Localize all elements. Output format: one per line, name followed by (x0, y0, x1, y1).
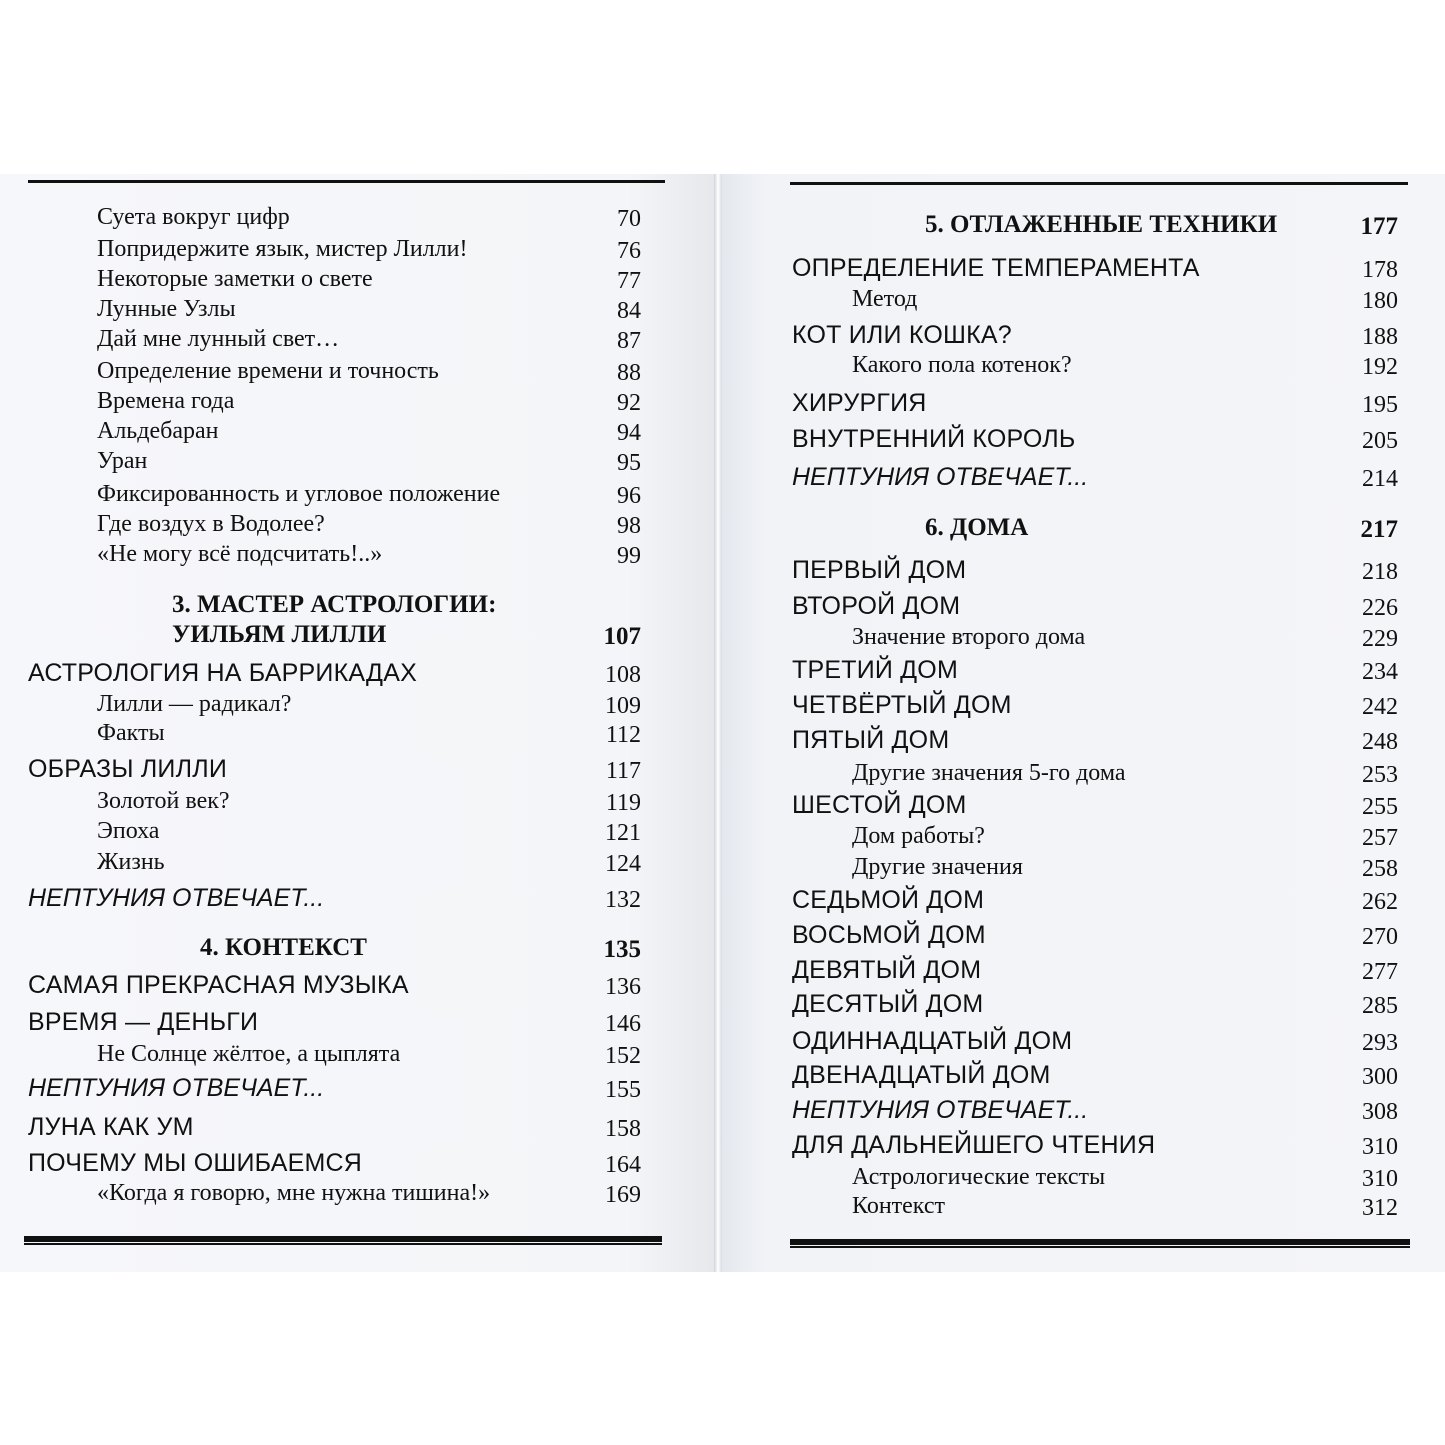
left-page-toc-entry-16-title: Факты (97, 720, 165, 746)
left-page-toc-entry-10-title: Где воздух в Водолее? (97, 511, 325, 537)
right-page-toc-entry-22-page-number: 285 (1362, 993, 1398, 1019)
left-page-toc-entry-15-page-number: 109 (605, 693, 641, 719)
right-page-toc-entry-14-title: ПЯТЫЙ ДОМ (792, 726, 950, 754)
right-page-toc-entry-12-page-number: 234 (1362, 659, 1398, 685)
right-page-toc-entry-23-page-number: 293 (1362, 1030, 1398, 1056)
right-page-toc-entry-7-title: НЕПТУНИЯ ОТВЕЧАЕТ... (792, 463, 1089, 491)
left-page-toc-entry-0-page-number: 70 (617, 206, 641, 232)
right-page-toc-entry-13-title: ЧЕТВЁРТЫЙ ДОМ (792, 691, 1012, 719)
right-page-toc-entry-9-title: ПЕРВЫЙ ДОМ (792, 556, 967, 584)
right-page-toc-entry-18-title: Другие значения (852, 854, 1023, 880)
right-page-toc-entry-0-title: 5. ОТЛАЖЕННЫЕ ТЕХНИКИ (925, 211, 1278, 238)
left-page-toc-entry-29-page-number: 169 (605, 1182, 641, 1208)
right-page-toc-entry-24-title: ДВЕНАДЦАТЫЙ ДОМ (792, 1061, 1051, 1089)
left-page-toc-entry-17-title: ОБРАЗЫ ЛИЛЛИ (28, 755, 227, 783)
right-page-toc-entry-27-page-number: 310 (1362, 1166, 1398, 1192)
left-page-toc-entry-27-title: ЛУНА КАК УМ (28, 1113, 194, 1141)
book-gutter (714, 174, 722, 1272)
right-page-toc-entry-12-title: ТРЕТИЙ ДОМ (792, 656, 958, 684)
right-page-toc-entry-0-page-number: 177 (1360, 213, 1398, 240)
right-page-toc-entry-15-title: Другие значения 5-го дома (852, 760, 1126, 786)
right-page-toc-entry-6-page-number: 205 (1362, 428, 1398, 454)
left-page-toc-entry-10-page-number: 98 (617, 513, 641, 539)
left-page-toc-entry-5-title: Определение времени и точность (97, 358, 439, 384)
right-page-toc-entry-19-title: СЕДЬМОЙ ДОМ (792, 886, 985, 914)
left-page-toc-entry-25-title: Не Солнце жёлтое, а цыплята (97, 1041, 401, 1067)
right-page-toc-entry-5-title: ХИРУРГИЯ (792, 389, 927, 417)
left-page-toc-entry-11-title: «Не могу всё подсчитать!..» (97, 541, 383, 567)
left-page-toc-entry-26-page-number: 155 (605, 1077, 641, 1103)
right-page-toc-entry-1-title: ОПРЕДЕЛЕНИЕ ТЕМПЕРАМЕНТА (792, 254, 1200, 282)
left-page-toc-entry-21-title: НЕПТУНИЯ ОТВЕЧАЕТ... (28, 884, 325, 912)
right-page-toc-entry-2-page-number: 180 (1362, 288, 1398, 314)
right-page-toc-entry-7-page-number: 214 (1362, 466, 1398, 492)
left-page-toc-entry-6-title: Времена года (97, 388, 235, 414)
left-page-toc-entry-20-page-number: 124 (605, 851, 641, 877)
right-page-toc-entry-3-page-number: 188 (1362, 324, 1398, 350)
left-page-toc-entry-9-page-number: 96 (617, 483, 641, 509)
left-page-toc-entry-7-title: Альдебаран (97, 418, 219, 444)
right-page-toc-entry-6-title: ВНУТРЕННИЙ КОРОЛЬ (792, 425, 1076, 453)
right-page-toc-entry-17-page-number: 257 (1362, 825, 1398, 851)
left-page-toc-entry-28-title: ПОЧЕМУ МЫ ОШИБАЕМСЯ (28, 1149, 363, 1177)
left-page-toc-entry-23-title: САМАЯ ПРЕКРАСНАЯ МУЗЫКА (28, 971, 409, 999)
right-page-toc-entry-10-title: ВТОРОЙ ДОМ (792, 592, 961, 620)
left-page-toc-entry-13-title: УИЛЬЯМ ЛИЛЛИ (172, 621, 387, 648)
left-page-toc-entry-2-page-number: 77 (617, 268, 641, 294)
left-top-rule (28, 180, 665, 183)
right-page-toc-entry-27-title: Астрологические тексты (852, 1164, 1106, 1190)
right-top-rule (790, 182, 1408, 185)
right-page-toc-entry-17-title: Дом работы? (852, 823, 985, 849)
right-page-toc-entry-21-page-number: 277 (1362, 959, 1398, 985)
left-page-toc-entry-22-page-number: 135 (603, 936, 641, 963)
right-page-toc-entry-16-title: ШЕСТОЙ ДОМ (792, 791, 967, 819)
left-page-toc-entry-28-page-number: 164 (605, 1152, 641, 1178)
right-page-toc-entry-3-title: КОТ ИЛИ КОШКА? (792, 321, 1012, 349)
left-page-toc-entry-19-title: Эпоха (97, 818, 160, 844)
right-page-toc-entry-10-page-number: 226 (1362, 595, 1398, 621)
left-page-toc-entry-3-page-number: 84 (617, 298, 641, 324)
right-page-toc-entry-15-page-number: 253 (1362, 762, 1398, 788)
left-page-toc-entry-4-page-number: 87 (617, 328, 641, 354)
right-page-toc-entry-4-page-number: 192 (1362, 354, 1398, 380)
right-page-toc-entry-13-page-number: 242 (1362, 694, 1398, 720)
left-page-toc-entry-15-title: Лилли — радикал? (97, 691, 292, 717)
right-page-toc-entry-28-title: Контекст (852, 1193, 945, 1219)
left-page-toc-entry-27-page-number: 158 (605, 1116, 641, 1142)
left-page-toc-entry-17-page-number: 117 (605, 758, 641, 784)
left-page-toc-entry-11-page-number: 99 (617, 543, 641, 569)
right-page-toc-entry-23-title: ОДИННАДЦАТЫЙ ДОМ (792, 1027, 1073, 1055)
right-bottom-rule (790, 1239, 1410, 1248)
left-page-toc-entry-8-title: Уран (97, 448, 148, 474)
left-page-toc-entry-8-page-number: 95 (617, 450, 641, 476)
right-page-toc-entry-1-page-number: 178 (1362, 257, 1398, 283)
right-page-toc-entry-20-title: ВОСЬМОЙ ДОМ (792, 921, 986, 949)
right-page-toc-entry-28-page-number: 312 (1362, 1195, 1398, 1221)
right-page-toc-entry-9-page-number: 218 (1362, 559, 1398, 585)
left-page-toc-entry-14-title: АСТРОЛОГИЯ НА БАРРИКАДАХ (28, 659, 417, 687)
right-page-toc-entry-8-page-number: 217 (1360, 516, 1398, 543)
left-page-toc-entry-24-page-number: 146 (605, 1011, 641, 1037)
right-page-toc-entry-5-page-number: 195 (1362, 392, 1398, 418)
left-page-toc-entry-18-title: Золотой век? (97, 788, 230, 814)
right-page-toc-entry-25-title: НЕПТУНИЯ ОТВЕЧАЕТ... (792, 1096, 1089, 1124)
left-bottom-rule (24, 1236, 662, 1245)
right-page-toc-entry-20-page-number: 270 (1362, 924, 1398, 950)
left-page-toc-entry-26-title: НЕПТУНИЯ ОТВЕЧАЕТ... (28, 1074, 325, 1102)
right-page-toc-entry-21-title: ДЕВЯТЫЙ ДОМ (792, 956, 982, 984)
right-page-toc-entry-22-title: ДЕСЯТЫЙ ДОМ (792, 990, 984, 1018)
left-page-toc-entry-1-page-number: 76 (617, 238, 641, 264)
left-page-toc-entry-4-title: Дай мне лунный свет… (97, 326, 340, 352)
right-page-toc-entry-4-title: Какого пола котенок? (852, 352, 1072, 378)
left-page-toc-entry-13-page-number: 107 (603, 623, 641, 650)
left-page-toc-entry-3-title: Лунные Узлы (97, 296, 236, 322)
right-page-toc-entry-14-page-number: 248 (1362, 729, 1398, 755)
right-page-toc-entry-16-page-number: 255 (1362, 794, 1398, 820)
left-page-toc-entry-0-title: Суета вокруг цифр (97, 204, 290, 230)
right-page-toc-entry-24-page-number: 300 (1362, 1064, 1398, 1090)
left-page-toc-entry-6-page-number: 92 (617, 390, 641, 416)
left-page-toc-entry-22-title: 4. КОНТЕКСТ (200, 934, 367, 961)
left-page-toc-entry-5-page-number: 88 (617, 360, 641, 386)
left-page-toc-entry-1-title: Попридержите язык, мистер Лилли! (97, 236, 468, 262)
left-page-toc-entry-2-title: Некоторые заметки о свете (97, 266, 373, 292)
left-page-toc-entry-7-page-number: 94 (617, 420, 641, 446)
right-page-toc-entry-25-page-number: 308 (1362, 1099, 1398, 1125)
left-page-toc-entry-21-page-number: 132 (605, 887, 641, 913)
left-page-toc-entry-20-title: Жизнь (97, 849, 165, 875)
left-page-toc-entry-29-title: «Когда я говорю, мне нужна тишина!» (97, 1180, 491, 1206)
left-page-toc-entry-19-page-number: 121 (605, 820, 641, 846)
left-page-toc-entry-16-page-number: 112 (605, 722, 641, 748)
right-page-toc-entry-26-page-number: 310 (1362, 1134, 1398, 1160)
right-page-toc-entry-2-title: Метод (852, 286, 918, 312)
left-page-toc-entry-25-page-number: 152 (605, 1043, 641, 1069)
right-page-toc-entry-11-page-number: 229 (1362, 626, 1398, 652)
left-page-toc-entry-18-page-number: 119 (605, 790, 641, 816)
right-page-toc-entry-18-page-number: 258 (1362, 856, 1398, 882)
right-page-toc-entry-26-title: ДЛЯ ДАЛЬНЕЙШЕГО ЧТЕНИЯ (792, 1131, 1156, 1159)
left-page-toc-entry-24-title: ВРЕМЯ — ДЕНЬГИ (28, 1008, 259, 1036)
left-page-toc-entry-23-page-number: 136 (605, 974, 641, 1000)
left-page-toc-entry-14-page-number: 108 (605, 662, 641, 688)
right-page-toc-entry-11-title: Значение второго дома (852, 624, 1086, 650)
left-page-toc-entry-12-title: 3. МАСТЕР АСТРОЛОГИИ: (172, 591, 497, 618)
right-page-toc-entry-19-page-number: 262 (1362, 889, 1398, 915)
right-page-toc-entry-8-title: 6. ДОМА (925, 514, 1029, 541)
left-page-toc-entry-9-title: Фиксированность и угловое положение (97, 481, 501, 507)
